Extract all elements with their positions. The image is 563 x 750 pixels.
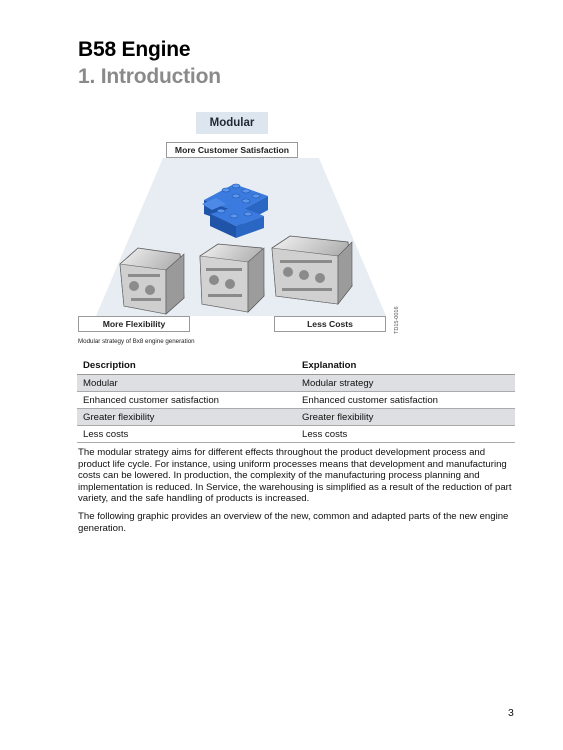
table-cell: Less costs bbox=[296, 426, 515, 443]
table-cell: Modular bbox=[77, 375, 296, 392]
less-costs-box: Less Costs bbox=[274, 316, 386, 332]
section-title: 1. Introduction bbox=[78, 65, 221, 88]
figure-id: TD15-0016 bbox=[394, 306, 400, 334]
table-cell: Enhanced customer satisfaction bbox=[77, 392, 296, 409]
table-row bbox=[77, 426, 515, 443]
document-title: B58 Engine bbox=[78, 38, 191, 61]
table-cell: Greater flexibility bbox=[77, 409, 296, 426]
more-flexibility-box: More Flexibility bbox=[78, 316, 190, 332]
table-cell: Enhanced customer satisfaction bbox=[296, 392, 515, 409]
engine-block-3cyl-icon bbox=[120, 248, 184, 314]
more-customer-satisfaction-box: More Customer Satisfaction bbox=[166, 142, 298, 158]
modular-strategy-figure bbox=[76, 108, 406, 340]
engine-block-6cyl-icon bbox=[272, 236, 352, 304]
table-row bbox=[77, 409, 515, 426]
body-paragraph-1: The modular strategy aims for different effects throughout the product development process and product life cycle. For instance, using uniform processes means that development and manufacturing costs can be lowered. In production, the complexity of the manufacturing process planning and implementation is reduced. In Service, the warehousing is simplified as a result of the reduction of part variety, and the safe handling of products is increased. bbox=[78, 447, 512, 505]
body-paragraph-2: The following graphic provides an overview of the new, common and adapted parts of the new engine generation. bbox=[78, 511, 509, 534]
explanation-table bbox=[77, 356, 515, 443]
table-cell: Modular strategy bbox=[296, 375, 515, 392]
table-cell: Less costs bbox=[77, 426, 296, 443]
table-header-description: Description bbox=[77, 356, 296, 375]
table-cell: Greater flexibility bbox=[296, 409, 515, 426]
table-row bbox=[77, 392, 515, 409]
table-header-row bbox=[77, 356, 515, 375]
table-header-explanation: Explanation bbox=[296, 356, 515, 375]
table-row bbox=[77, 375, 515, 392]
engine-block-4cyl-icon bbox=[200, 244, 264, 312]
page-number: 3 bbox=[508, 707, 514, 719]
modular-label: Modular bbox=[196, 112, 268, 134]
figure-caption: Modular strategy of Bx8 engine generation bbox=[78, 338, 195, 345]
